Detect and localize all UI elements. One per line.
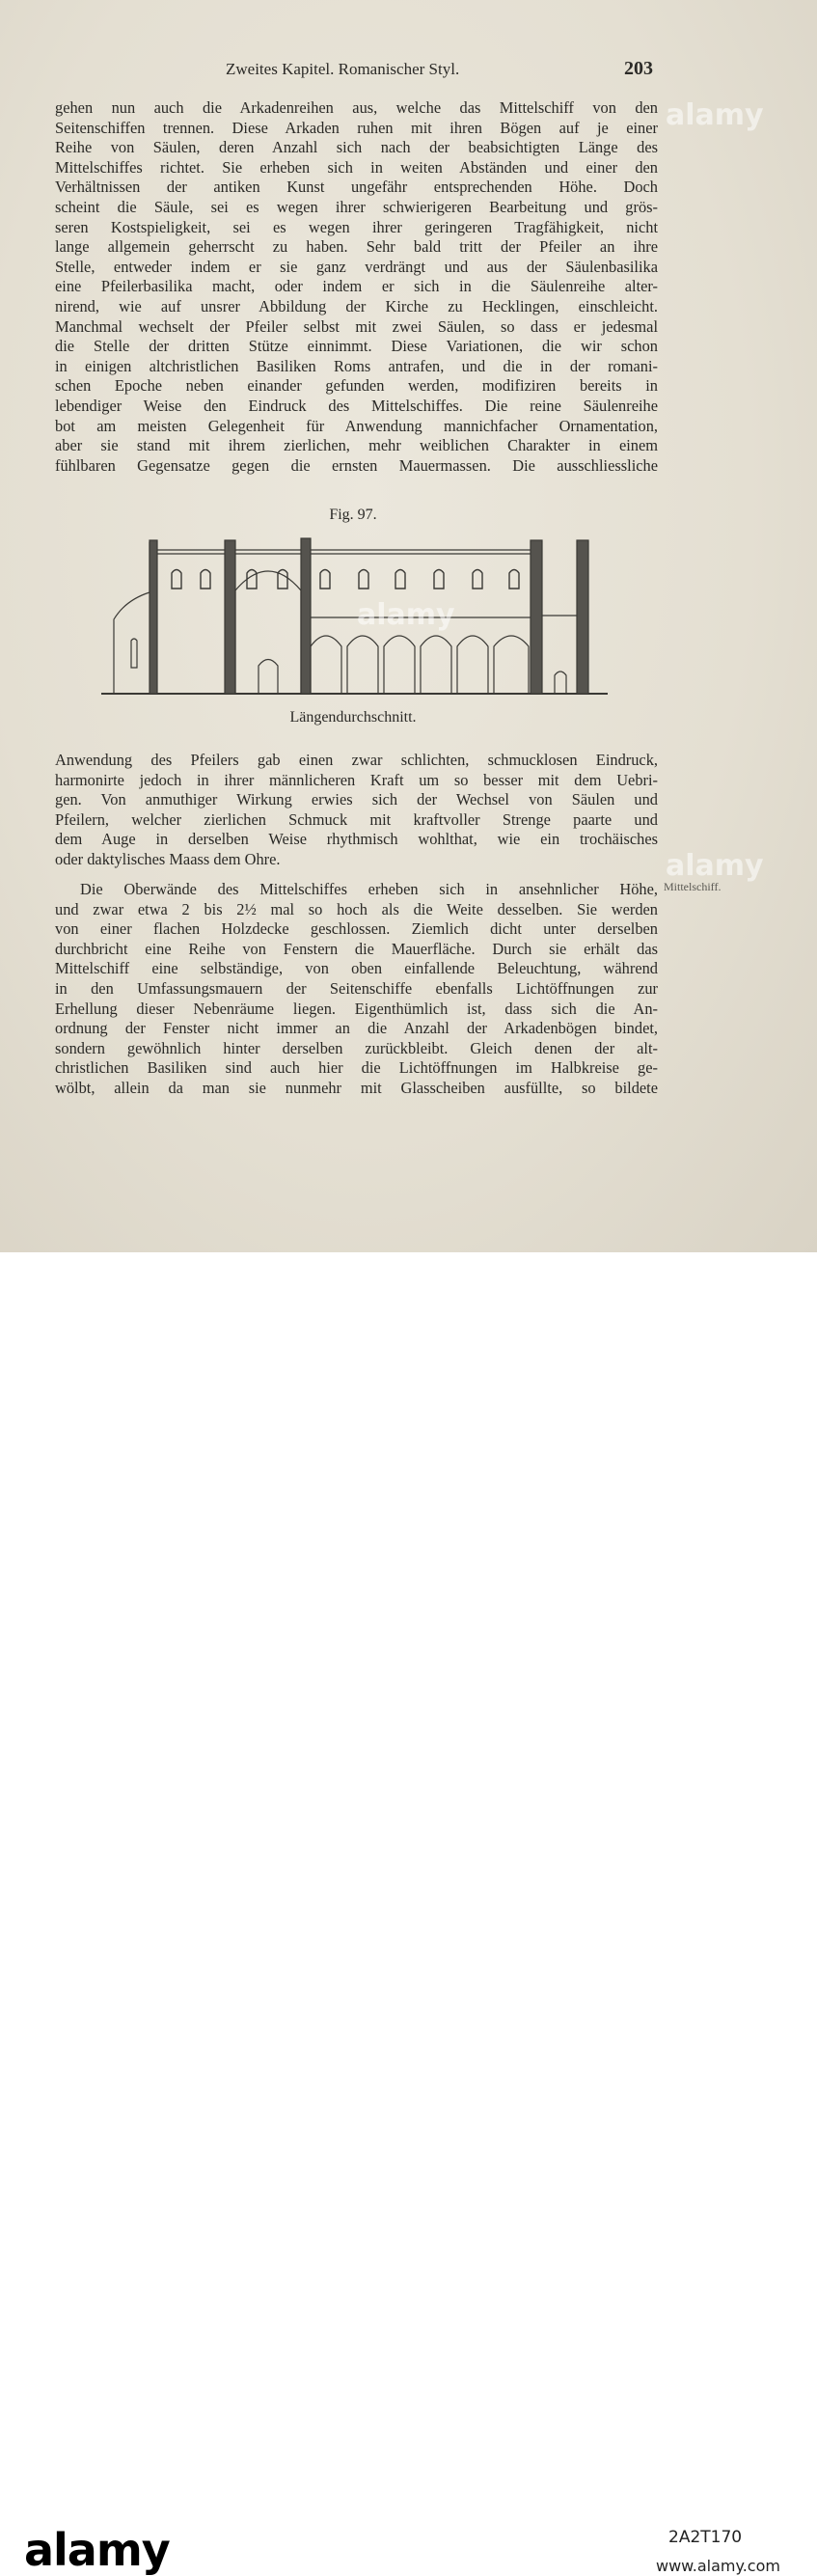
footer-url: www.alamy.com xyxy=(656,2557,780,2575)
text-line: lebendiger Weise den Eindruck des Mittelschiffes. Die reine Säulenreihe xyxy=(55,396,658,415)
running-head xyxy=(0,58,817,83)
pier-1 xyxy=(225,540,235,694)
text-line: Die Oberwände des Mittelschiffes erheben sich in ansehnlicher Höhe, xyxy=(80,880,658,898)
text-line: Erhellung dieser Nebenräume liegen. Eigenthümlich ist, dass sich die An- xyxy=(55,999,658,1018)
clerestory-window xyxy=(473,570,482,589)
watermark: alamy xyxy=(357,598,455,632)
text-line: scheint die Säule, sei es wegen ihrer schwierigeren Bearbeitung und grös- xyxy=(55,197,658,216)
text-line: die Stelle der dritten Stütze einnimmt. Diese Variationen, die wir schon xyxy=(55,337,658,356)
pier-2 xyxy=(301,538,311,694)
crossing-arch xyxy=(235,571,301,694)
clerestory-window xyxy=(395,570,405,589)
text-line: lange allgemein geherrscht zu haben. Sehr bald tritt der Pfeiler an ihre xyxy=(55,237,658,257)
text-line: oder daktylisches Maass dem Ohre. xyxy=(55,849,281,868)
arcade-arch xyxy=(347,636,378,694)
arcade-arch xyxy=(457,636,488,694)
watermark: alamy xyxy=(666,849,764,883)
aisle-window xyxy=(131,639,137,668)
brand-logo: alamy xyxy=(24,2524,170,2576)
arcade-arch xyxy=(311,636,341,694)
clerestory-window xyxy=(359,570,368,589)
figure-label: Fig. 97. xyxy=(329,507,377,523)
east-pier xyxy=(531,540,542,694)
clerestory-window xyxy=(509,570,519,589)
text-line: nirend, wie auf unsrer Abbildung der Kirche zu Hecklingen, einschleicht. xyxy=(55,296,658,315)
paragraph-arcades xyxy=(55,98,658,476)
text-line: Pfeilern, welcher zierlichen Schmuck mit kraftvoller Strenge paarte und xyxy=(55,809,658,829)
text-line: Mittelschiff eine selbständige, von oben einfallende Beleuchtung, während xyxy=(55,959,658,978)
clerestory-window xyxy=(247,570,257,589)
text-line: ordnung der Fenster nicht immer an die Anzahl der Arkadenbögen bindet, xyxy=(55,1019,658,1038)
clerestory-window xyxy=(320,570,330,589)
text-line: und zwar etwa 2 bis 2½ mal so hoch als die Weite desselben. Sie werden xyxy=(55,899,658,918)
clerestory-window xyxy=(201,570,210,589)
text-line: Manchmal wechselt der Pfeiler selbst mit zwei Säulen, so dass er jedesmal xyxy=(55,316,658,336)
text-line: durchbricht eine Reihe von Fenstern die Mauerfläche. Durch sie erhält das xyxy=(55,939,658,958)
text-line: in einigen altchristlichen Basiliken Roms antrafen, und die in der romani- xyxy=(55,356,658,375)
text-line: bot am meisten Gelegenheit für Anwendung mannichfacher Ornamentation, xyxy=(55,416,658,435)
clerestory-window xyxy=(278,570,287,589)
text-line: Reihe von Säulen, deren Anzahl sich nach der beabsichtigten Länge des xyxy=(55,138,658,157)
crossing-door xyxy=(259,660,278,695)
text-line: wölbt, allein da man sie nunmehr mit Glasscheiben ausfüllte, so bildete xyxy=(55,1078,658,1097)
clerestory-window xyxy=(172,570,181,589)
text-line: dem Auge in derselben Weise rhythmisch wohlthat, wie ein trochäisches xyxy=(55,830,658,849)
west-wall xyxy=(150,540,157,694)
text-line: Verhältnissen der antiken Kunst ungefähr entsprechenden Höhe. Doch xyxy=(55,178,658,197)
chapter-title: Zweites Kapitel. Romanischer Styl. xyxy=(226,60,460,78)
apse-wall xyxy=(114,542,150,694)
image-code: 2A2T170 xyxy=(668,2528,743,2547)
text-line: Anwendung des Pfeilers gab einen zwar schlichten, schmucklosen Eindruck, xyxy=(55,751,658,769)
text-line: christlichen Basiliken sind auch hier die Lichtöffnungen im Halbkreise ge- xyxy=(55,1058,658,1078)
choir-wall xyxy=(577,540,588,694)
text-line: in den Umfassungsmauern der Seitenschiffe ebenfalls Lichtöffnungen zur xyxy=(55,978,658,998)
text-line: schen Epoche neben einander gefunden werden, modifiziren bereits in xyxy=(55,376,658,396)
arcade-arch xyxy=(421,636,451,694)
text-line: harmonirte jedoch in ihrer männlicheren Kraft um so besser mit dem Uebri- xyxy=(55,770,658,789)
stock-footer xyxy=(0,1252,817,2576)
text-line: aber sie stand mit ihrem zierlichen, mehr weiblichen Charakter in einem xyxy=(55,436,658,455)
text-line: eine Pfeilerbasilika macht, oder indem er sich in die Säulenreihe alter- xyxy=(55,277,658,296)
arcade-arch xyxy=(384,636,415,694)
text-line: gen. Von anmuthiger Wirkung erwies sich der Wechsel von Säulen und xyxy=(55,790,658,809)
text-line: von einer flachen Holzdecke geschlossen. Ziemlich dicht unter derselben xyxy=(55,919,658,939)
arcade-arch xyxy=(494,636,529,694)
marginal-note: Mittelschiff. xyxy=(664,880,722,893)
text-line: Stelle, entweder indem er sie ganz verdrängt und aus der Säulenbasilika xyxy=(55,257,658,276)
text-line: seren Kostspieligkeit, sei es wegen ihrer geringeren Tragfähigkeit, nicht xyxy=(55,217,658,236)
choir-door xyxy=(555,671,566,694)
figure-caption: Längendurchschnitt. xyxy=(289,709,417,726)
page-number: 203 xyxy=(624,58,653,79)
text-line: Mittelschiffes richtet. Sie erheben sich in weiten Abständen und einer den xyxy=(55,157,658,177)
clerestory-window xyxy=(434,570,444,589)
text-line: Seitenschiffen trennen. Diese Arkaden ruhen mit ihren Bögen auf je einer xyxy=(55,118,658,137)
scanned-page xyxy=(0,0,817,1252)
text-line: fühlbaren Gegensatze gegen die ernsten Mauermassen. Die ausschliessliche xyxy=(55,455,658,475)
paragraph-nave-walls xyxy=(55,880,658,1099)
paragraph-piers xyxy=(55,751,658,870)
text-line: gehen nun auch die Arkadenreihen aus, welche das Mittelschiff von den xyxy=(55,98,658,117)
text-line: sondern gewöhnlich hinter derselben zurückbleibt. Gleich denen der alt- xyxy=(55,1038,658,1057)
watermark: alamy xyxy=(666,98,764,132)
